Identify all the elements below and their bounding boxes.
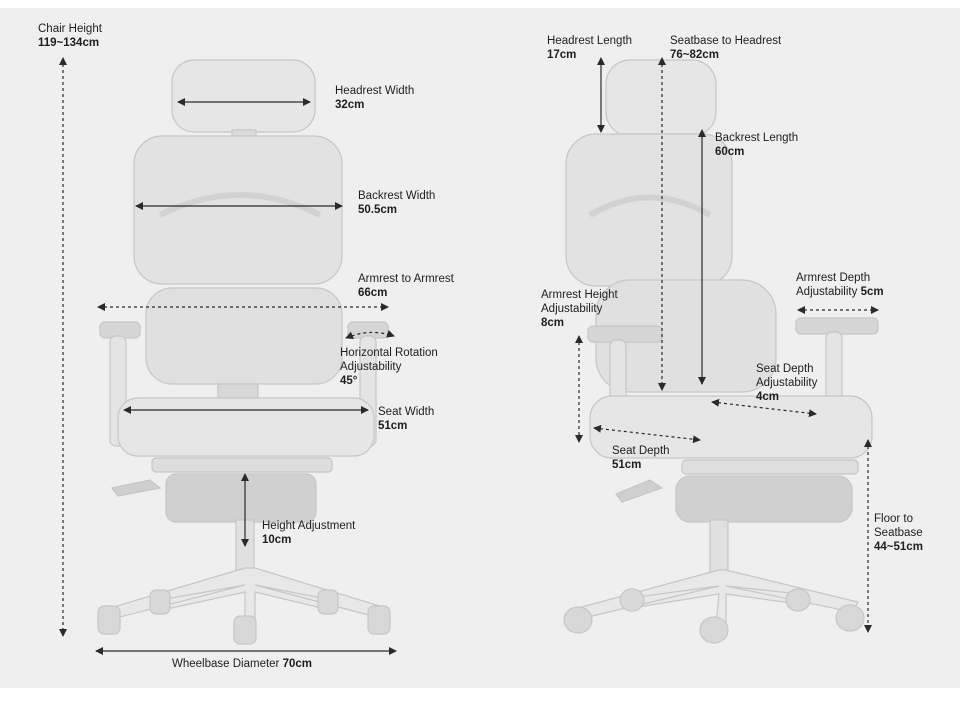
side-caster-2 [620, 589, 644, 611]
front-caster-3 [234, 616, 256, 644]
seatbase-to-headrest-value: 76~82cm [670, 49, 719, 61]
headrest-width-value: 32cm [335, 99, 365, 111]
armrest-height-label-2: Adjustability [541, 303, 603, 315]
armrest-height-label-1: Armrest Height [541, 289, 618, 301]
backrest-length-label: Backrest Length [715, 132, 799, 144]
label-armrest-depth [796, 271, 884, 299]
armrest-depth-label-2 [796, 285, 884, 299]
side-caster-1 [564, 607, 592, 633]
label-seat-depth-adjustability [756, 362, 817, 404]
label-chair-height [38, 22, 102, 50]
floor-to-seatbase-label-1: Floor to [874, 513, 913, 525]
floor-to-seatbase-label-2: Seatbase [874, 527, 923, 539]
seat-width-label: Seat Width [378, 406, 435, 418]
seat-width-value: 51cm [378, 420, 408, 432]
label-seatbase-to-headrest [670, 34, 781, 62]
headrest-length-label: Headrest Length [547, 35, 633, 47]
floor-to-seatbase-value: 44~51cm [874, 541, 923, 553]
armrest-depth-value: 5cm [860, 286, 884, 298]
wheelbase-diameter-value: 70cm [282, 658, 313, 670]
height-adjustment-value: 10cm [262, 534, 292, 546]
front-headrest [172, 60, 315, 132]
wheelbase-diameter-label: Wheelbase Diameter [172, 658, 280, 670]
label-headrest-width [335, 84, 414, 112]
front-mechanism [152, 458, 332, 472]
seat-depth-adjustability-label-2: Adjustability [756, 377, 818, 389]
side-gas-lift [710, 520, 728, 572]
label-wheelbase-diameter [172, 657, 312, 671]
front-lever [112, 480, 160, 496]
side-headrest [606, 60, 716, 136]
side-lever [616, 480, 662, 502]
label-height-adjustment [262, 519, 355, 547]
side-caster-5 [836, 605, 864, 631]
front-footrest [166, 474, 316, 522]
chair-height-label: Chair Height [38, 23, 102, 35]
seat-depth-value: 51cm [612, 459, 642, 471]
label-seat-depth [612, 444, 670, 472]
backrest-width-value: 50.5cm [358, 204, 398, 216]
armrest-height-value: 8cm [541, 317, 565, 329]
seat-depth-label: Seat Depth [612, 445, 670, 457]
headrest-length-value: 17cm [547, 49, 577, 61]
horizontal-rotation-label-2: Adjustability [340, 361, 402, 373]
label-backrest-width [358, 189, 435, 217]
seat-depth-adjustability-label-1: Seat Depth [756, 363, 814, 375]
height-adjustment-label: Height Adjustment [262, 520, 356, 532]
seat-depth-adjustability-value: 4cm [756, 391, 780, 403]
horizontal-rotation-label-1: Horizontal Rotation [340, 347, 438, 359]
side-caster-3 [700, 617, 728, 643]
front-seat [118, 398, 374, 456]
armrest-to-armrest-value: 66cm [358, 287, 388, 299]
front-caster-4 [318, 590, 338, 614]
seatbase-to-headrest-label: Seatbase to Headrest [670, 35, 782, 47]
chair-height-value: 119~134cm [38, 37, 100, 49]
label-seat-width [378, 405, 434, 433]
front-lumbar [146, 288, 342, 384]
label-floor-to-seatbase [874, 512, 923, 554]
front-caster-5 [368, 606, 390, 634]
label-horizontal-rotation [340, 346, 438, 388]
label-backrest-length [715, 131, 798, 159]
backrest-width-label: Backrest Width [358, 190, 436, 202]
front-caster-1 [98, 606, 120, 634]
headrest-width-label: Headrest Width [335, 85, 415, 97]
label-headrest-length [547, 34, 632, 62]
label-armrest-height [541, 288, 618, 330]
front-caster-2 [150, 590, 170, 614]
armrest-depth-label-2-text: Adjustability [796, 286, 858, 298]
side-footrest [676, 476, 852, 522]
backrest-length-value: 60cm [715, 146, 745, 158]
side-caster-4 [786, 589, 810, 611]
label-armrest-to-armrest [358, 272, 454, 300]
horizontal-rotation-value: 45° [340, 375, 358, 387]
side-mechanism [682, 460, 858, 474]
armrest-depth-label-1: Armrest Depth [796, 272, 871, 284]
armrest-to-armrest-label: Armrest to Armrest [358, 273, 454, 285]
